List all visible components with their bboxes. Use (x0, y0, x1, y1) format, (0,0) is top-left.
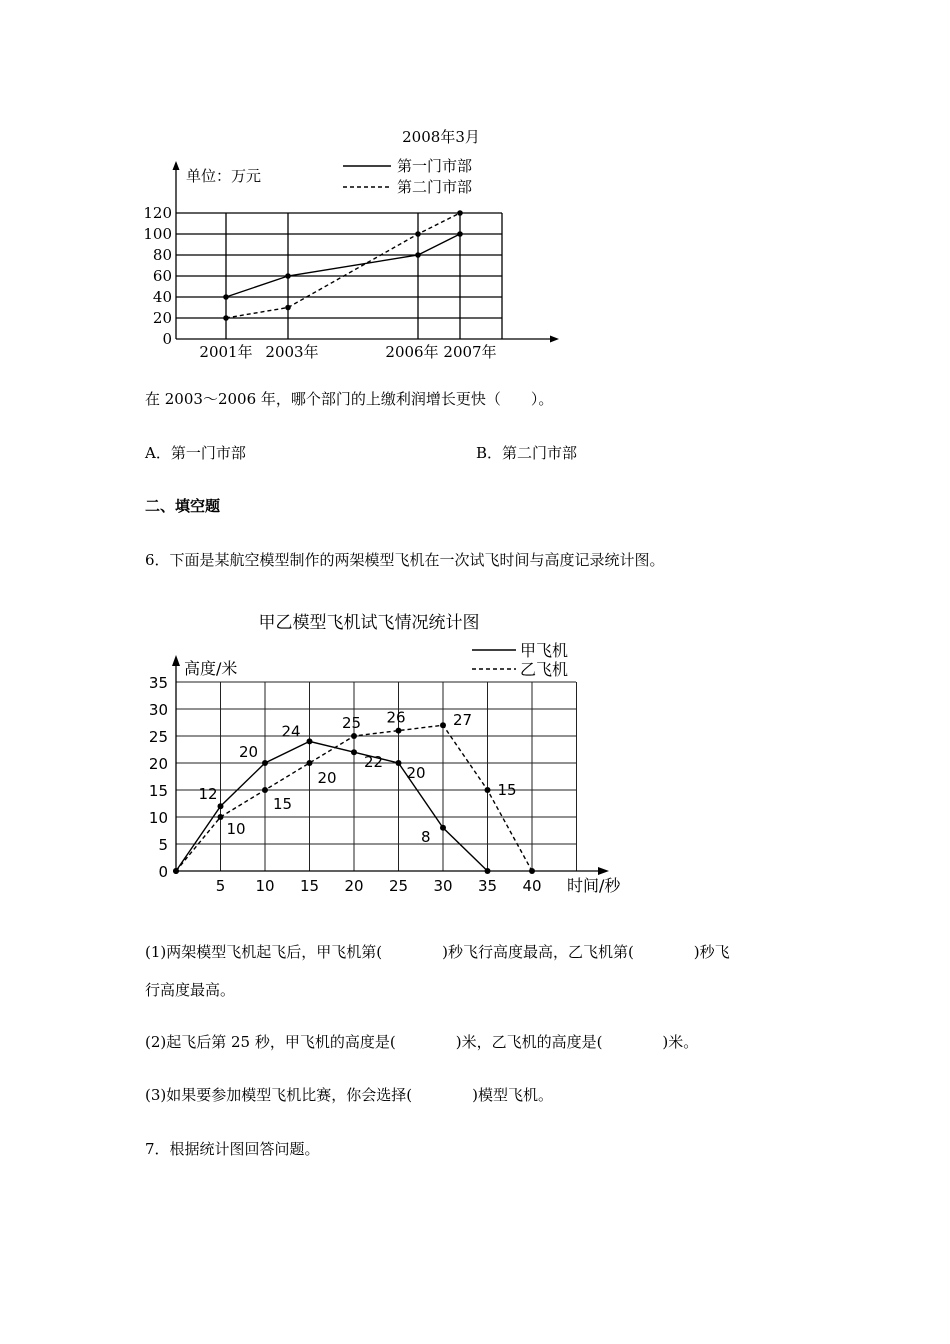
chart2-series2-data-label: 15 (273, 795, 293, 813)
chart2-series2-point (485, 787, 491, 793)
legend2-series1-label: 甲飞机 (520, 641, 569, 660)
chart1-ytick-label: 120 (143, 204, 172, 222)
chart1-series2-line (226, 213, 460, 318)
chart2-series2-data-label: 20 (317, 769, 337, 787)
chart2-grid (176, 682, 577, 871)
chart2-series1-data-label: 8 (421, 827, 431, 846)
chart2-xtick-label: 35 (477, 877, 498, 895)
chart2-xlabel: 时间/秒 (567, 876, 621, 895)
chart1-series2-point (415, 231, 421, 237)
q6-sub2: (2)起飞后第 25 秒，甲飞机的高度是( )米，乙飞机的高度是( )米。 (145, 1033, 699, 1051)
chart2-ytick-label: 30 (148, 701, 168, 719)
chart2-series2-data-label: 10 (226, 820, 246, 838)
chart2-xtick-label: 40 (522, 877, 542, 895)
chart2-xtick-label: 25 (388, 877, 409, 895)
chart2-x-arrow (598, 867, 609, 875)
q5-option-a[interactable]: A．第一门市部 (145, 444, 246, 462)
chart2-series1-point (218, 803, 224, 809)
chart1-ytick-label: 0 (162, 330, 172, 348)
legend2-series2-label: 乙飞机 (520, 660, 569, 679)
q6-stem: 6．下面是某航空模型制作的两架模型飞机在一次试飞时间与高度记录统计图。 (145, 551, 665, 569)
chart1-series1-point (285, 273, 291, 279)
chart2-ytick-label: 25 (148, 728, 168, 746)
chart2-series1-point (351, 749, 357, 755)
chart2-series2-data-label: 25 (342, 714, 362, 732)
chart2-series1-point (440, 825, 446, 831)
chart2-ytick-label: 15 (148, 782, 168, 800)
chart1-axes (173, 161, 560, 343)
chart1-series2-point (223, 315, 229, 321)
chart2-series1-point (262, 760, 268, 766)
profit-line-chart (0, 0, 950, 380)
chart2-series1-data-label: 20 (406, 764, 426, 782)
chart2-ytick-label: 20 (148, 755, 168, 773)
chart1-ytick-label: 100 (143, 225, 172, 243)
q6-sub3: (3)如果要参加模型飞机比赛，你会选择( )模型飞机。 (145, 1086, 553, 1104)
chart2-ylabel: 高度/米 (184, 659, 238, 678)
chart2-ytick-label: 0 (158, 863, 168, 881)
chart2-ytick-label: 35 (148, 674, 168, 692)
chart2-series2-point (529, 868, 535, 874)
chart2-series1-data-label: 24 (281, 722, 301, 741)
chart1-y-arrow (173, 161, 180, 170)
chart2-series1-data-label: 20 (239, 743, 259, 761)
chart2-xtick-label: 15 (299, 877, 320, 895)
chart1-xtick-label: 2001年 (199, 343, 253, 361)
chart1-series1-point (223, 294, 229, 300)
q5-stem: 在 2003～2006 年，哪个部门的上缴利润增长更快（ ）。 (145, 390, 554, 408)
chart1-series (223, 210, 463, 321)
chart1-ytick-label: 40 (152, 288, 172, 306)
chart2-series2-data-label: 26 (386, 708, 406, 727)
legend1-series2-label: 第二门市部 (397, 178, 473, 196)
chart1-unit-label: 单位：万元 (186, 167, 262, 185)
chart2-ytick-label: 5 (158, 836, 168, 854)
chart1-series1-point (457, 231, 463, 237)
chart1-xtick-label: 2003年 (265, 343, 319, 361)
chart2-xtick-label: 5 (215, 877, 226, 895)
chart1-series1-line (226, 234, 460, 297)
chart2-series1-data-label: 12 (198, 785, 218, 804)
section-heading: 二、填空题 (145, 497, 221, 515)
q5-option-b[interactable]: B．第二门市部 (476, 444, 578, 462)
chart1-xtick-label: 2006年 (385, 343, 439, 361)
chart2-series1-point (307, 738, 313, 744)
chart1-series1-point (415, 252, 421, 258)
chart2-series2-point (173, 868, 179, 874)
chart2-series2-point (440, 722, 446, 728)
q6-sub1-line2: 行高度最高。 (145, 981, 236, 999)
legend1-series1-label: 第一门市部 (397, 157, 473, 175)
chart2-series2-point (218, 814, 224, 820)
q7-stem: 7．根据统计图回答问题。 (145, 1140, 320, 1158)
chart2-xtick-label: 20 (344, 877, 364, 895)
chart2-series2-point (396, 728, 402, 734)
chart2-series1-point (396, 760, 402, 766)
chart2-series2-data-label: 27 (453, 711, 473, 730)
chart1-xtick-label: 2007年 (443, 343, 497, 361)
chart2-xtick-label: 30 (433, 877, 453, 895)
chart1-series2-point (285, 305, 291, 311)
chart1-x-arrow (550, 336, 559, 343)
chart1-title: 2008年3月 (402, 128, 480, 146)
chart2-series2-data-label: 15 (497, 781, 517, 799)
q6-sub1-line1: (1)两架模型飞机起飞后，甲飞机第( )秒飞行高度最高，乙飞机第( )秒飞 (145, 943, 730, 961)
chart1-ytick-label: 80 (152, 246, 172, 264)
chart2-series1-point (485, 868, 491, 874)
chart2-y-arrow (172, 655, 180, 666)
chart2-series2-point (262, 787, 268, 793)
chart2-series2-point (351, 733, 357, 739)
chart1-ytick-label: 20 (152, 309, 172, 327)
flight-line-chart (0, 600, 950, 910)
chart2-xtick-label: 10 (255, 877, 275, 895)
chart2-series1-data-label: 22 (364, 753, 384, 772)
chart2-ytick-label: 10 (148, 809, 168, 827)
chart2-axes (172, 655, 609, 875)
chart1-ytick-label: 60 (152, 267, 172, 285)
chart1-series2-point (457, 210, 463, 216)
chart2-title: 甲乙模型飞机试飞情况统计图 (258, 613, 480, 633)
chart1-tick-labels (143, 204, 496, 361)
chart2-series2-point (307, 760, 313, 766)
